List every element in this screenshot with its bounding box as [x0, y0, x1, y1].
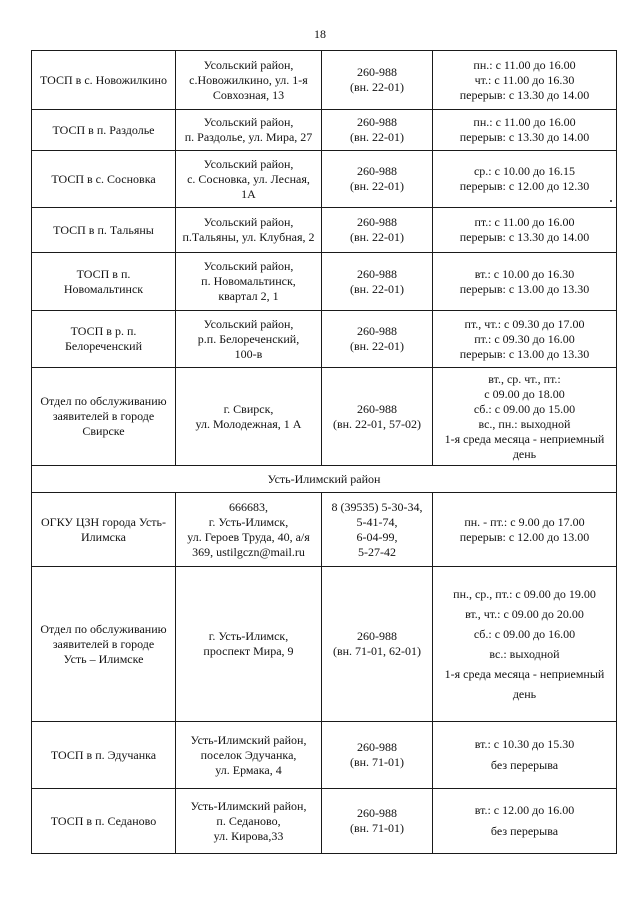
- phone-cell: [322, 368, 433, 466]
- office-name-line: Свирске: [82, 424, 125, 438]
- phone-line: 260-988: [357, 164, 397, 178]
- address-line: Усольский район,: [203, 215, 294, 229]
- office-name-cell: [32, 110, 176, 151]
- phone-cell: [322, 789, 433, 854]
- address-line: п. Седаново,: [216, 813, 281, 828]
- office-name-line: ТОСП в с. Новожилкино: [40, 72, 167, 87]
- hours-line: перерыв: с 13.30 до 14.00: [459, 130, 590, 144]
- table-row: [32, 51, 617, 110]
- address-line: Усольский район,: [203, 57, 294, 72]
- hours-line: вт.: с 10.30 до 15.30: [474, 737, 575, 751]
- hours-line: перерыв: с 13.00 до 13.30: [459, 281, 590, 296]
- address-cell: [176, 253, 322, 311]
- address-line: Усть-Илимский район,: [190, 798, 307, 813]
- office-name-cell: [32, 208, 176, 253]
- phone-line: 5-41-74,: [356, 514, 398, 529]
- office-name-line: ТОСП в п. Седаново: [50, 813, 157, 828]
- phone-line: (вн. 22-01): [349, 130, 405, 144]
- hours-line: перерыв: с 13.30 до 14.00: [459, 87, 590, 102]
- phone-cell: [322, 110, 433, 151]
- address-cell: [176, 110, 322, 151]
- table-row: [32, 208, 617, 253]
- hours-line: пн.: с 11.00 до 16.00: [473, 115, 576, 129]
- address-cell: [176, 368, 322, 466]
- hours-line: пт.: с 11.00 до 16.00: [474, 215, 575, 229]
- hours-cell: [433, 253, 617, 311]
- address-line: ул. Героев Труда, 40, а/я: [187, 529, 310, 544]
- page-number: 18: [314, 27, 326, 41]
- hours-cell: [433, 493, 617, 567]
- table-row: [32, 110, 617, 151]
- hours-line: вт.: с 12.00 до 16.00: [474, 803, 575, 817]
- phone-line: 6-04-99,: [356, 529, 398, 544]
- office-name-cell: [32, 253, 176, 311]
- address-line: Совхозная, 13: [212, 87, 285, 102]
- address-cell: [176, 722, 322, 789]
- table-row: [32, 368, 617, 466]
- hours-line: вт., ср. чт., пт.:: [488, 371, 561, 386]
- table-row: [32, 567, 617, 722]
- hours-line: сб.: с 09.00 до 15.00: [473, 401, 576, 416]
- address-line: Усольский район,: [203, 115, 294, 129]
- hours-line: вт.: с 10.00 до 16.30: [474, 266, 575, 281]
- address-line: 1А: [241, 186, 256, 201]
- office-name-line: ОГКУ ЦЗН города Усть-: [40, 514, 166, 529]
- hours-line: пт.: с 09.30 до 16.00: [474, 331, 575, 346]
- office-name-line: Илимска: [81, 529, 126, 544]
- table-row: [32, 789, 617, 854]
- hours-line: вс.: выходной: [489, 646, 560, 661]
- address-line: 369, ustilgczn@mail.ru: [192, 544, 305, 559]
- hours-line: пн. - пт.: с 9.00 до 17.00: [464, 514, 585, 529]
- office-name-cell: [32, 789, 176, 854]
- address-line: с.Новожилкино, ул. 1-я: [189, 72, 308, 87]
- address-cell: [176, 493, 322, 567]
- hours-line: вт., чт.: с 09.00 до 20.00: [465, 606, 584, 621]
- phone-line: 260-988: [357, 65, 397, 79]
- address-line: 100-в: [234, 346, 263, 361]
- phone-cell: [322, 253, 433, 311]
- hours-line: пт., чт.: с 09.30 до 17.00: [464, 316, 585, 331]
- office-name-line: Новомальтинск: [63, 281, 144, 296]
- hours-line: сб.: с 09.00 до 16.00: [473, 626, 576, 641]
- hours-cell: [433, 51, 617, 110]
- hours-cell: [433, 567, 617, 722]
- phone-line: 260-988: [357, 324, 397, 338]
- hours-line: чт.: с 11.00 до 16.30: [474, 72, 575, 87]
- office-name-line: Белореченский: [64, 339, 142, 353]
- phone-line: 260-988: [357, 629, 397, 643]
- address-cell: [176, 567, 322, 722]
- hours-line: 1-я среда месяца - неприемный: [444, 431, 605, 446]
- hours-cell: [433, 368, 617, 466]
- phone-line: (вн. 71-01): [349, 821, 405, 835]
- phone-line: (вн. 71-01): [349, 755, 405, 769]
- phone-line: (вн. 22-01, 57-02): [332, 416, 422, 431]
- office-name-line: ТОСП в п.: [76, 266, 131, 281]
- hours-line: перерыв: с 12.00 до 13.00: [459, 529, 590, 544]
- phone-line: (вн. 22-01): [349, 179, 405, 193]
- address-line: г. Усть-Илимск,: [208, 514, 289, 529]
- phone-line: 260-988: [357, 115, 397, 129]
- table-body-top: [32, 51, 617, 854]
- hours-line: пн.: с 11.00 до 16.00: [473, 57, 576, 72]
- phone-line: 260-988: [357, 401, 397, 416]
- hours-cell: [433, 110, 617, 151]
- phone-line: 260-988: [357, 740, 397, 754]
- phone-line: 260-988: [357, 215, 397, 229]
- address-line: Усть-Илимский район,: [190, 732, 307, 747]
- region-title: Усть-Илимский район: [32, 466, 617, 493]
- table-row: [32, 253, 617, 311]
- hours-line: 1-я среда месяца - неприемный: [444, 666, 605, 681]
- address-line: г. Усть-Илимск,: [208, 629, 289, 643]
- hours-line: без перерыва: [490, 758, 559, 772]
- address-line: п. Новомальтинск,: [201, 274, 296, 288]
- office-name-line: ТОСП в с. Сосновка: [51, 171, 156, 186]
- phone-cell: [322, 567, 433, 722]
- hours-line: перерыв: с 13.00 до 13.30: [459, 346, 590, 361]
- office-name-cell: [32, 567, 176, 722]
- hours-cell: [433, 208, 617, 253]
- office-name-line: ТОСП в п. Тальяны: [53, 222, 154, 237]
- address-line: квартал 2, 1: [218, 289, 279, 303]
- address-cell: [176, 51, 322, 110]
- hours-cell: [433, 311, 617, 368]
- office-name-line: Отдел по обслуживанию: [40, 394, 167, 408]
- office-name-line: Отдел по обслуживанию: [40, 621, 167, 636]
- address-cell: [176, 208, 322, 253]
- offices-table: [31, 50, 617, 854]
- hours-line: без перерыва: [490, 824, 559, 838]
- phone-cell: [322, 722, 433, 789]
- address-cell: [176, 311, 322, 368]
- phone-line: 5-27-42: [358, 544, 396, 559]
- hours-cell: [433, 151, 617, 208]
- office-name-cell: [32, 368, 176, 466]
- phone-line: (вн. 22-01): [349, 339, 405, 353]
- address-cell: [176, 151, 322, 208]
- phone-line: 260-988: [357, 806, 397, 820]
- hours-line: ср.: с 10.00 до 16.15: [473, 164, 576, 178]
- hours-line: пн., ср., пт.: с 09.00 до 19.00: [453, 586, 596, 601]
- phone-cell: [322, 151, 433, 208]
- office-name-line: ТОСП в п. Эдучанка: [50, 747, 157, 762]
- hours-line: день: [512, 686, 537, 701]
- hours-line: день: [512, 446, 537, 461]
- hours-line: перерыв: с 12.00 до 12.30: [459, 179, 590, 193]
- office-name-cell: [32, 493, 176, 567]
- office-name-line: заявителей в городе: [52, 409, 155, 423]
- phone-line: (вн. 22-01): [349, 230, 405, 244]
- address-cell: [176, 789, 322, 854]
- address-line: Усольский район,: [203, 316, 294, 331]
- office-name-cell: [32, 722, 176, 789]
- hours-line: вс., пн.: выходной: [478, 416, 571, 431]
- address-line: ул. Молодежная, 1 А: [195, 416, 302, 431]
- address-line: п.Тальяны, ул. Клубная, 2: [182, 230, 315, 244]
- table-row: [32, 493, 617, 567]
- phone-line: (вн. 22-01): [349, 281, 405, 296]
- phone-line: 8 (39535) 5-30-34,: [331, 499, 423, 514]
- office-name-cell: [32, 51, 176, 110]
- office-name-line: заявителей в городе: [52, 636, 155, 651]
- phone-cell: [322, 311, 433, 368]
- phone-line: (вн. 22-01): [349, 80, 405, 94]
- table-row: [32, 722, 617, 789]
- table-row: [32, 151, 617, 208]
- office-name-cell: [32, 311, 176, 368]
- phone-line: 260-988: [357, 266, 397, 281]
- hours-cell: [433, 722, 617, 789]
- address-line: 666683,: [229, 499, 268, 514]
- phone-line: (вн. 71-01, 62-01): [332, 644, 422, 658]
- address-line: р.п. Белореченский,: [197, 331, 300, 346]
- hours-line: с 09.00 до 18.00: [484, 386, 565, 401]
- hours-line: перерыв: с 13.30 до 14.00: [459, 230, 590, 244]
- address-line: с. Сосновка, ул. Лесная,: [187, 171, 310, 186]
- region-header-row: [32, 466, 617, 493]
- office-name-line: ТОСП в п. Раздолье: [52, 122, 155, 137]
- address-line: ул. Ермака, 4: [215, 762, 282, 777]
- office-name-line: ТОСП в р. п.: [70, 324, 137, 338]
- address-line: г. Свирск,: [223, 401, 274, 416]
- address-line: п. Раздолье, ул. Мира, 27: [184, 130, 313, 144]
- address-line: поселок Эдучанка,: [200, 747, 297, 762]
- address-line: Усольский район,: [203, 156, 294, 171]
- hours-cell: [433, 789, 617, 854]
- phone-cell: [322, 51, 433, 110]
- phone-cell: [322, 208, 433, 253]
- address-line: проспект Мира, 9: [203, 644, 294, 658]
- address-line: Усольский район,: [203, 259, 294, 273]
- address-line: ул. Кирова,33: [213, 828, 284, 843]
- phone-cell: [322, 493, 433, 567]
- office-name-line: Усть – Илимске: [63, 651, 144, 666]
- office-name-cell: [32, 151, 176, 208]
- table-row: [32, 311, 617, 368]
